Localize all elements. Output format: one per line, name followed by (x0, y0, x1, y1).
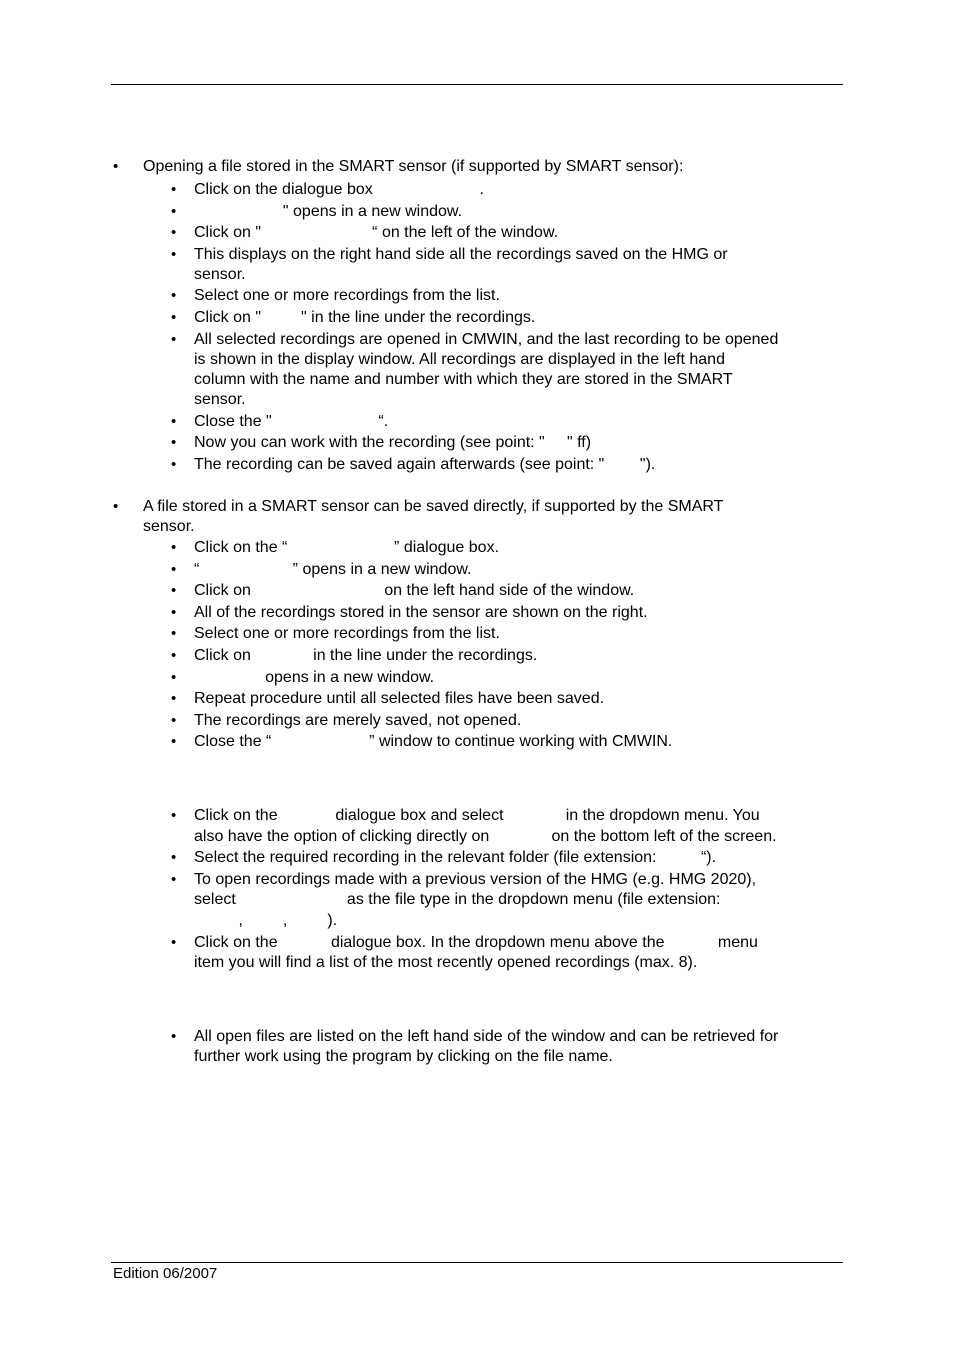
list-item-continuation: also have the option of clicking directly on on the bottom left of the screen. (194, 828, 777, 845)
bullet-icon: • (171, 669, 177, 686)
footer-rule (111, 1262, 843, 1263)
list-item-text: Click on on the left hand side of the window. (194, 582, 635, 599)
list-item-text: Click on the dialogue box . (194, 181, 484, 198)
list-item-text: Select one or more recordings from the list. (194, 625, 500, 642)
bullet-icon: • (171, 287, 177, 304)
list-item-continuation: is shown in the display window. All recordings are displayed in the left hand (194, 351, 725, 368)
bullet-icon: • (171, 625, 177, 642)
list-item-text: The recordings are merely saved, not opened. (194, 712, 522, 729)
bullet-icon: • (171, 456, 177, 473)
list-item-text: Click on the dialogue box and select in the dropdown menu. You (194, 807, 760, 824)
bullet-icon: • (113, 158, 119, 175)
list-item-text: Click on " " in the line under the recordings. (194, 309, 536, 326)
bullet-icon: • (171, 331, 177, 348)
bullet-icon: • (171, 434, 177, 451)
bullet-icon: • (171, 604, 177, 621)
list-item-text: All open files are listed on the left hand side of the window and can be retrieved for (194, 1028, 779, 1045)
bullet-icon: • (171, 1028, 177, 1045)
list-item-text: Close the " “. (194, 413, 389, 430)
list-item-text: Now you can work with the recording (see point: " " ff) (194, 434, 592, 451)
bullet-icon: • (171, 224, 177, 241)
list-item-text: Select one or more recordings from the list. (194, 287, 500, 304)
footer-edition: Edition 06/2007 (113, 1265, 218, 1282)
list-item-text: " opens in a new window. (194, 203, 463, 220)
list-item-text: All of the recordings stored in the sensor are shown on the right. (194, 604, 648, 621)
bullet-icon: • (171, 690, 177, 707)
bullet-icon: • (171, 246, 177, 263)
list-item-continuation: sensor. (194, 266, 246, 283)
header-rule (111, 84, 843, 85)
bullet-icon: • (171, 647, 177, 664)
bullet-icon: • (171, 561, 177, 578)
list-item-text: opens in a new window. (194, 669, 435, 686)
list-item-text: Click on in the line under the recordings. (194, 647, 538, 664)
list-item-text: All selected recordings are opened in CMWIN, and the last recording to be opened (194, 331, 779, 348)
bullet-icon: • (171, 871, 177, 888)
bullet-icon: • (171, 181, 177, 198)
list-item-continuation: sensor. (143, 518, 195, 535)
bullet-icon: • (171, 539, 177, 556)
list-item-continuation: column with the name and number with which they are stored in the SMART (194, 371, 733, 388)
bullet-icon: • (171, 712, 177, 729)
list-item-text: This displays on the right hand side all the recordings saved on the HMG or (194, 246, 728, 263)
list-item-text: The recording can be saved again afterwards (see point: " "). (194, 456, 656, 473)
bullet-icon: • (171, 203, 177, 220)
list-item-text: Click on " “ on the left of the window. (194, 224, 559, 241)
list-item-text: A file stored in a SMART sensor can be saved directly, if supported by the SMART (143, 498, 724, 515)
bullet-icon: • (113, 498, 119, 515)
bullet-icon: • (171, 413, 177, 430)
list-item-continuation: further work using the program by clicking on the file name. (194, 1048, 613, 1065)
list-item-text: Select the required recording in the relevant folder (file extension: “). (194, 849, 717, 866)
list-item-text: Click on the dialogue box. In the dropdown menu above the menu (194, 934, 758, 951)
list-item-text: To open recordings made with a previous version of the HMG (e.g. HMG 2020), (194, 871, 757, 888)
bullet-icon: • (171, 807, 177, 824)
list-item-text: Repeat procedure until all selected files have been saved. (194, 690, 605, 707)
list-item-continuation: sensor. (194, 391, 246, 408)
list-item-continuation: item you will find a list of the most recently opened recordings (max. 8). (194, 954, 698, 971)
list-item-text: Click on the “ ” dialogue box. (194, 539, 500, 556)
list-item-continuation: , , ). (194, 912, 338, 929)
bullet-icon: • (171, 733, 177, 750)
bullet-icon: • (171, 582, 177, 599)
list-item-text: Opening a file stored in the SMART sensor (if supported by SMART sensor): (143, 158, 684, 175)
bullet-icon: • (171, 934, 177, 951)
list-item-text: “ ” opens in a new window. (194, 561, 472, 578)
bullet-icon: • (171, 309, 177, 326)
list-item-text: Close the “ ” window to continue working with CMWIN. (194, 733, 673, 750)
list-item-continuation: select as the file type in the dropdown menu (file extension: (194, 891, 721, 908)
bullet-icon: • (171, 849, 177, 866)
